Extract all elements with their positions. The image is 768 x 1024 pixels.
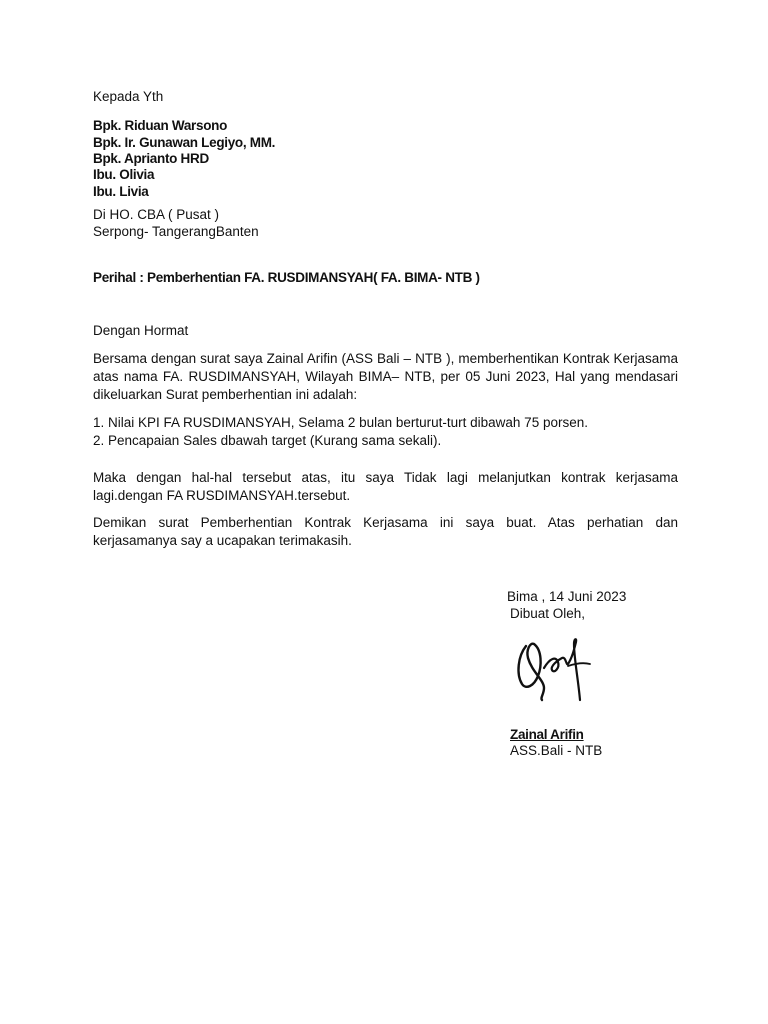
made-by-label: Dibuat Oleh,	[510, 606, 586, 621]
place-date: Bima , 14 Juni 2023	[507, 589, 627, 604]
reason-item: 1. Nilai KPI FA RUSDIMANSYAH, Selama 2 bulan berturut-turt dibawah 75 porsen.	[93, 415, 588, 430]
signer-name: Zainal Arifin	[510, 727, 584, 742]
recipient-2: Bpk. Ir. Gunawan Legiyo, MM.	[93, 135, 276, 150]
body-paragraph-2: Maka dengan hal-hal tersebut atas, itu saya Tidak lagi melanjutkan kontrak kerjasama lagi.dengan FA RUSDIMANSYAH.tersebut.	[93, 470, 678, 503]
greeting: Dengan Hormat	[93, 323, 189, 338]
recipient-5: Ibu. Livia	[93, 184, 149, 199]
signature-image	[514, 628, 594, 706]
address-line-1: Di HO. CBA ( Pusat )	[93, 207, 220, 222]
subject-line: Perihal : Pemberhentian FA. RUSDIMANSYAH( FA. BIMA- NTB )	[93, 270, 480, 285]
address-line-2: Serpong- TangerangBanten	[93, 224, 259, 239]
recipient-1: Bpk. Riduan Warsono	[93, 118, 228, 133]
body-paragraph-1: Bersama dengan surat saya Zainal Arifin (ASS Bali – NTB ), memberhentikan Kontrak Kerjasama atas nama FA. RUSDIMANSYAH, Wilayah BIMA– NTB, per 05 Juni 2023, Hal yang mendasari dikeluarkan Surat pemberhentian ini adalah:	[93, 351, 678, 402]
signer-title: ASS.Bali - NTB	[510, 743, 603, 758]
reason-item: 2. Pencapaian Sales dbawah target (Kurang sama sekali).	[93, 433, 442, 448]
body-paragraph-3: Demikan surat Pemberhentian Kontrak Kerjasama ini saya buat. Atas perhatian dan kerjasamanya say a ucapakan terimakasih.	[93, 515, 678, 548]
recipient-4: Ibu. Olivia	[93, 167, 155, 182]
recipient-3: Bpk. Aprianto HRD	[93, 151, 209, 166]
salutation: Kepada Yth	[93, 89, 164, 104]
